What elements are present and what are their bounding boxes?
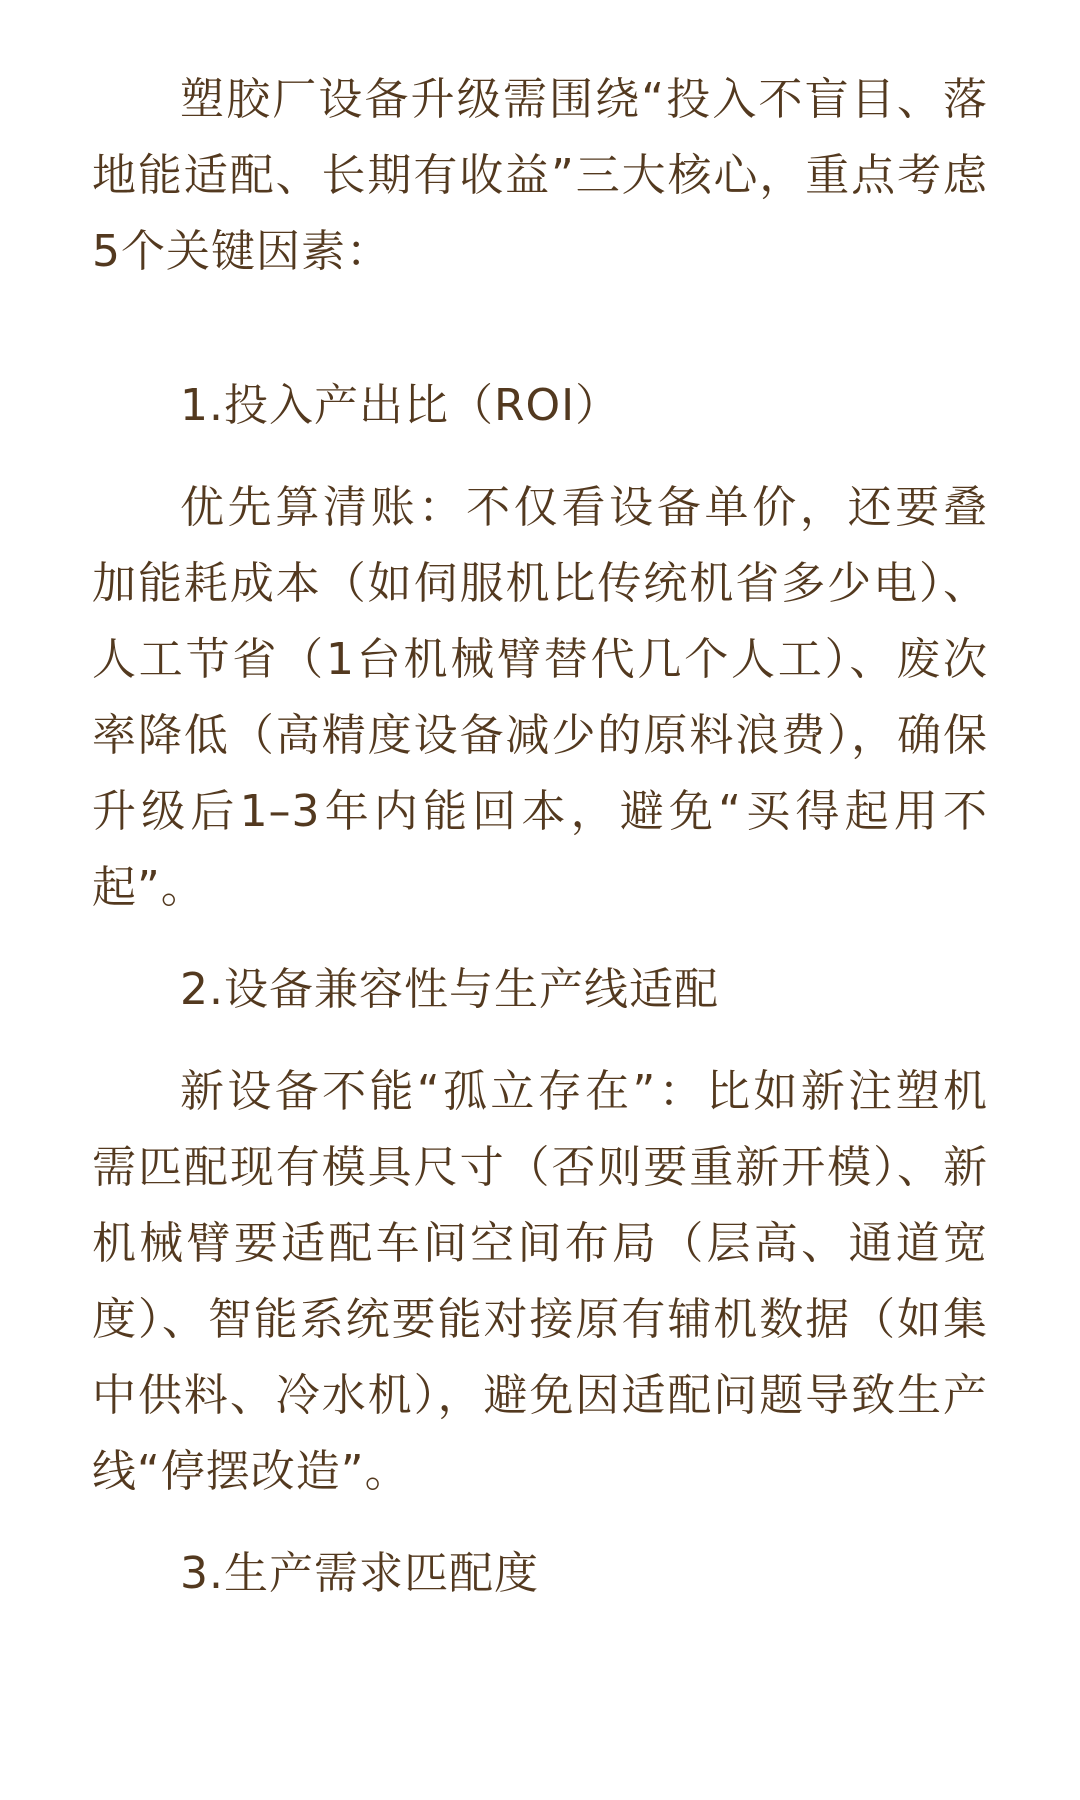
spacer (92, 290, 988, 368)
spacer (92, 926, 988, 952)
section-3-heading: 3.生产需求匹配度 (180, 1548, 539, 1599)
spacer (92, 1028, 988, 1054)
spacer (92, 444, 988, 470)
section-2-heading: 2.设备兼容性与生产线适配 (180, 964, 719, 1015)
section-1-body: 优先算清账：不仅看设备单价，还要叠加能耗成本（如伺服机比传统机省多少电）、人工节省（1台机械臂替代几个人工）、废次率降低（高精度设备减少的原料浪费），确保升级后1–3年内能回本，避免“买得起用不起”。 (92, 482, 988, 913)
intro-paragraph: 塑胶厂设备升级需围绕“投入不盲目、落地能适配、长期有收益”三大核心，重点考虑5个关键因素： (92, 74, 988, 277)
spacer (92, 1510, 988, 1536)
section-1-heading: 1.投入产出比（ROI） (180, 380, 621, 431)
section-2-body: 新设备不能“孤立存在”：比如新注塑机需匹配现有模具尺寸（否则要重新开模）、新机械臂要适配车间空间布局（层高、通道宽度）、智能系统要能对接原有辅机数据（如集中供料、冷水机），避免因适配问题导致生产线“停摆改造”。 (92, 1066, 988, 1497)
